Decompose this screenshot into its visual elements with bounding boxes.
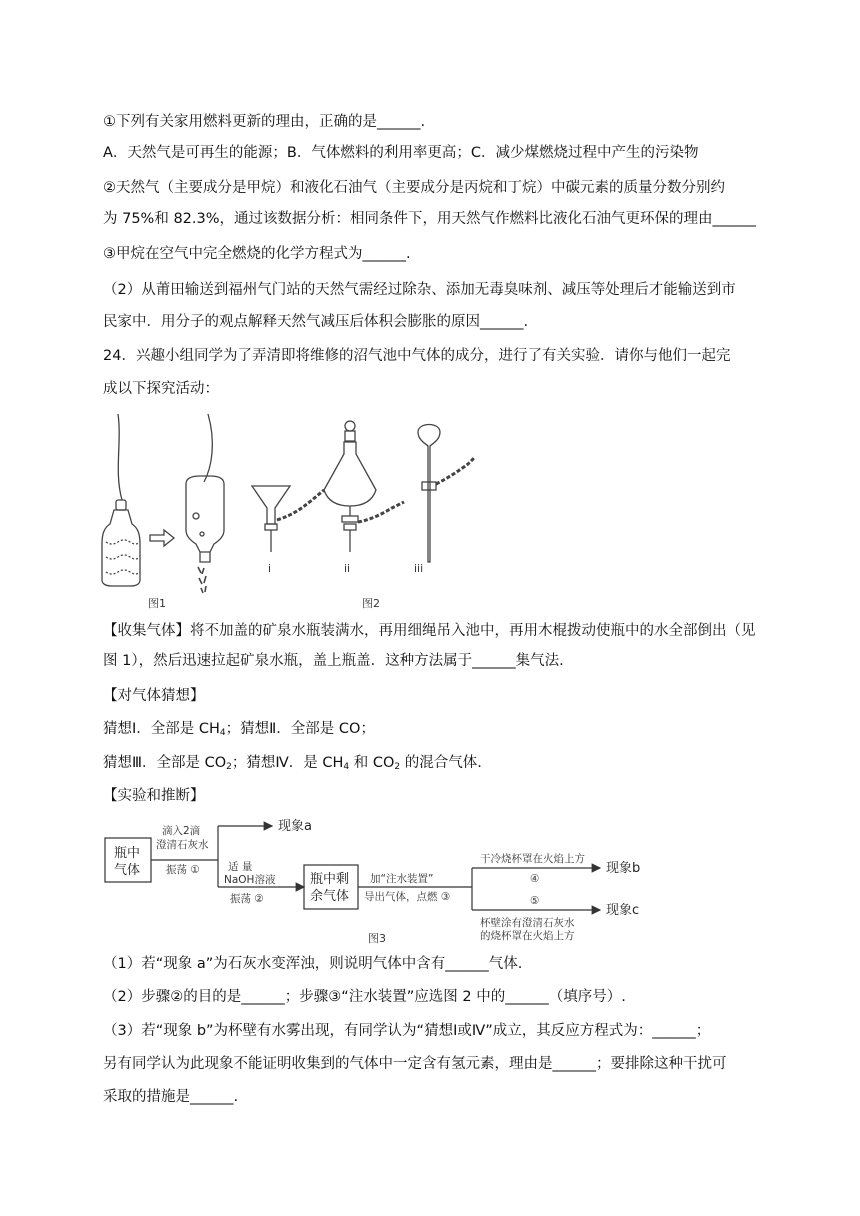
phenomenon-b: 现象b: [606, 861, 641, 876]
sub-question-1: （1）若“现象 a”为石灰水变浑浊，则说明气体中含有______气体.: [103, 956, 523, 972]
q23-line-4: 为 75%和 82.3%，通过该数据分析：相同条件下，用天然气作燃料比液化石油气更环保的理由______: [103, 211, 757, 227]
collect-line-1: 【收集气体】将不加盖的矿泉水瓶装满水，再用细绳吊入池中，再用木棍拨动使瓶中的水全部倒出（见: [103, 623, 756, 639]
q23-line-1: ①下列有关家用燃料更新的理由，正确的是______.: [103, 114, 426, 130]
arrow1-label-l1: 滴入2滴: [162, 825, 201, 837]
arrow1-label-l2: 澄清石灰水: [156, 839, 209, 851]
q24-line-1: 24．兴趣小组同学为了弄清即将维修的沼气池中气体的成分，进行了有关实验．请你与他们一起完: [103, 348, 731, 364]
sub-question-3-line-3: 采取的措施是______.: [103, 1089, 239, 1105]
fig2-label-i: i: [268, 562, 272, 575]
arrow3-label-l2: 导出气体，点燃 ③: [364, 891, 451, 903]
sub-question-2: （2）步骤②的目的是______；步骤③“注水装置”应选图 2 中的______（填序号）.: [103, 989, 626, 1005]
fig2-caption: 图2: [362, 597, 380, 610]
top-branch-label: 干冷烧杯罩在火焰上方: [480, 853, 585, 865]
experiment-title: 【实验和推断】: [103, 788, 205, 804]
q23-line-3: ②天然气（主要成分是甲烷）和液化石油气（主要成分是丙烷和丁烷）中碳元素的质量分数分别约: [103, 180, 725, 196]
fig3-caption: 图3: [368, 932, 386, 945]
guess-title: 【对气体猜想】: [103, 688, 205, 704]
bottle-full-illustration: [102, 414, 140, 586]
sub-question-3-line-1: （3）若“现象 b”为杯壁有水雾出现，有同学认为“猜想Ⅰ或Ⅳ”成立，其反应方程式为：______；: [103, 1023, 711, 1039]
box-gas-in-bottle-l2: 气体: [114, 863, 141, 878]
box-remaining-gas-l2: 余气体: [310, 889, 350, 904]
arrow2-label-l1: 适 量: [228, 861, 253, 873]
fig2-label-ii: ii: [344, 562, 351, 575]
guess-line-2: 猜想Ⅲ．全部是 $CO_2$；猜想Ⅳ．是 $CH_4$ 和 $CO_2$ 的混合气体.: [103, 755, 482, 772]
arrow1-label-l3: 振荡 ①: [166, 864, 200, 876]
box-remaining-gas-l1: 瓶中剩: [310, 872, 350, 887]
figure-1-2: [100, 412, 480, 612]
long-neck-funnel-apparatus: [418, 425, 474, 563]
arrow2-label-l2: NaOH溶液: [224, 874, 276, 886]
sub-question-3-line-2: 另有同学认为此现象不能证明收集到的气体中一定含有氢元素，理由是______；要排除这种干扰可: [103, 1056, 727, 1072]
arrow2-label-l3: 振荡 ②: [230, 893, 264, 905]
funnel-apparatus: [252, 486, 324, 552]
step-5-label: ⑤: [530, 895, 540, 907]
arrow-right-icon: [150, 530, 174, 546]
q24-line-2: 成以下探究活动：: [103, 381, 219, 397]
separatory-funnel-apparatus: [324, 421, 404, 552]
q23-line-6: （2）从莆田输送到福州气门站的天然气需经过除杂、添加无毒臭味剂、减压等处理后才能输送到市: [103, 282, 736, 298]
q23-line-7: 民家中．用分子的观点解释天然气减压后体积会膨胀的原因______.: [103, 314, 529, 330]
bottom-branch-label-l1: 杯壁涂有澄清石灰水: [480, 917, 575, 929]
figure-3-flowchart: [100, 812, 670, 947]
step-4-label: ④: [530, 873, 540, 885]
q23-line-2: A．天然气是可再生的能源；B．气体燃料的利用率更高；C．减少煤燃烧过程中产生的污染物: [103, 145, 699, 161]
bottle-inverted-illustration: [186, 414, 224, 593]
guess-line-1: 猜想Ⅰ．全部是 $CH_4$；猜想Ⅱ．全部是 CO；: [103, 721, 375, 738]
box-gas-in-bottle-l1: 瓶中: [114, 846, 141, 861]
phenomenon-a: 现象a: [278, 819, 312, 834]
fig1-caption: 图1: [148, 597, 166, 610]
collect-line-2: 图 1），然后迅速拉起矿泉水瓶，盖上瓶盖．这种方法属于______集气法.: [103, 653, 564, 669]
bottom-branch-label-l2: 的烧杯罩在火焰上方: [480, 930, 575, 942]
fig2-label-iii: iii: [414, 562, 424, 575]
arrow3-label-l1: 加“注水装置”: [370, 873, 434, 885]
q23-line-5: ③甲烷在空气中完全燃烧的化学方程式为______.: [103, 246, 411, 262]
phenomenon-c: 现象c: [606, 903, 640, 918]
